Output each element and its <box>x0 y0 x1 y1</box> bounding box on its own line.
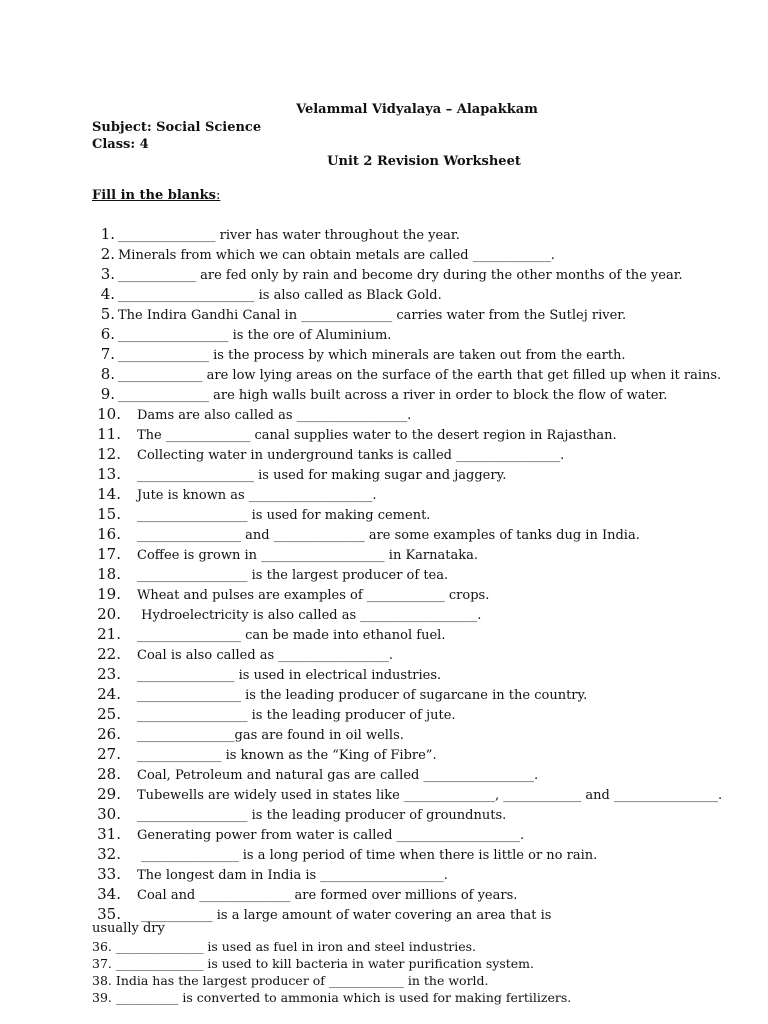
question-text: _________________ is used for making cement. <box>137 508 431 523</box>
question-number: 26. <box>97 725 121 743</box>
question-text: _________________ is the leading producer of jute. <box>137 708 456 723</box>
question-item <box>95 845 765 863</box>
question-text: ______________ is used to kill bacteria in water purification system. <box>115 956 534 971</box>
question-item <box>92 990 762 1005</box>
question-text: Jute is known as ___________________. <box>137 488 377 503</box>
question-text: Collecting water in underground tanks is called ________________. <box>137 448 565 463</box>
question-text: _________________ is the ore of Aluminium. <box>118 328 392 343</box>
question-number: 14. <box>97 485 121 503</box>
question-number: 36. <box>92 939 112 954</box>
question-text: ___________ is a large amount of water covering an area that is <box>137 908 552 923</box>
question-text: ______________ are high walls built across a river in order to block the flow of water. <box>118 388 668 403</box>
school-name: Velammal Vidyalaya – Alapakkam <box>296 102 538 117</box>
question-item <box>95 585 765 603</box>
question-item <box>95 745 765 763</box>
question-number: 7. <box>100 345 115 363</box>
question-text: Tubewells are widely used in states like ______________, ____________ and ________________. <box>137 788 723 803</box>
question-text: India has the largest producer of ____________ in the world. <box>115 973 489 988</box>
question-number: 25. <box>97 705 121 723</box>
question-item <box>95 685 765 703</box>
question-number: 16. <box>97 525 121 543</box>
question-number: 1. <box>100 225 115 243</box>
question-item <box>95 485 765 503</box>
question-text: _____________ are low lying areas on the surface of the earth that get filled up when it rains. <box>118 368 722 383</box>
subject-label: Subject <box>92 120 147 135</box>
question-text: The longest dam in India is ___________________. <box>137 868 448 883</box>
question-text: ________________ can be made into ethanol fuel. <box>137 628 446 643</box>
question-number: 18. <box>97 565 121 583</box>
question-number: 27. <box>97 745 121 763</box>
question-item <box>92 939 762 954</box>
section-title-colon: : <box>215 188 221 203</box>
question-number: 9. <box>100 385 115 403</box>
question-number: 13. <box>97 465 121 483</box>
question-35-continuation: usually dry <box>92 921 165 936</box>
question-text: _________________ is the leading producer of groundnuts. <box>137 808 507 823</box>
question-text: __________ is converted to ammonia which is used for making fertilizers. <box>115 990 572 1005</box>
question-item <box>95 605 765 623</box>
question-text: Minerals from which we can obtain metals are called ____________. <box>118 248 555 263</box>
subject-line <box>92 120 261 135</box>
question-item <box>95 785 765 803</box>
question-text: The Indira Gandhi Canal in ______________ carries water from the Sutlej river. <box>118 308 627 323</box>
question-item <box>95 265 765 283</box>
question-text: Coffee is grown in ___________________ in Karnataka. <box>137 548 478 563</box>
question-number: 5. <box>100 305 115 323</box>
question-text: _______________ is a long period of time when there is little or no rain. <box>137 848 598 863</box>
section-title <box>92 188 220 203</box>
question-number: 8. <box>100 365 115 383</box>
question-item <box>95 825 765 843</box>
question-number: 11. <box>97 425 121 443</box>
question-number: 31. <box>97 825 121 843</box>
question-text: Wheat and pulses are examples of ____________ crops. <box>137 588 490 603</box>
question-text: The _____________ canal supplies water to the desert region in Rajasthan. <box>137 428 617 443</box>
question-item <box>95 245 765 263</box>
question-text: __________________ is used for making sugar and jaggery. <box>137 468 507 483</box>
question-item <box>95 385 765 403</box>
question-text: Hydroelectricity is also called as __________________. <box>137 608 482 623</box>
question-number: 24. <box>97 685 121 703</box>
question-number: 33. <box>97 865 121 883</box>
question-number: 6. <box>100 325 115 343</box>
question-item <box>92 956 762 971</box>
question-item <box>95 805 765 823</box>
question-text: _____________________ is also called as Black Gold. <box>118 288 442 303</box>
question-item <box>95 885 765 903</box>
question-number: 12. <box>97 445 121 463</box>
question-number: 37. <box>92 956 112 971</box>
question-number: 20. <box>97 605 121 623</box>
question-item <box>92 973 762 988</box>
section-title-text: Fill in the blanks <box>92 188 216 203</box>
question-number: 4. <box>100 285 115 303</box>
question-number: 35. <box>97 905 121 923</box>
question-item <box>95 665 765 683</box>
question-text: Coal and ______________ are formed over millions of years. <box>137 888 518 903</box>
question-item <box>95 325 765 343</box>
question-item <box>95 725 765 743</box>
question-item <box>95 545 765 563</box>
question-text: _____________ is known as the “King of Fibre”. <box>137 748 437 763</box>
question-item <box>95 345 765 363</box>
question-number: 22. <box>97 645 121 663</box>
question-item <box>95 425 765 443</box>
question-number: 34. <box>97 885 121 903</box>
question-text: Coal is also called as _________________. <box>137 648 393 663</box>
question-item <box>95 625 765 643</box>
question-item <box>95 765 765 783</box>
question-number: 19. <box>97 585 121 603</box>
question-number: 15. <box>97 505 121 523</box>
question-number: 39. <box>92 990 112 1005</box>
question-number: 21. <box>97 625 121 643</box>
question-item <box>95 645 765 663</box>
question-text: _______________gas are found in oil wells. <box>137 728 404 743</box>
question-item <box>95 305 765 323</box>
question-number: 3. <box>100 265 115 283</box>
question-item <box>95 365 765 383</box>
question-text: _________________ is the largest producer of tea. <box>137 568 449 583</box>
question-text: Generating power from water is called ___________________. <box>137 828 525 843</box>
question-item <box>95 565 765 583</box>
question-item <box>95 905 765 923</box>
question-number: 10. <box>97 405 121 423</box>
question-text: ____________ are fed only by rain and become dry during the other months of the year. <box>118 268 683 283</box>
question-number: 29. <box>97 785 121 803</box>
question-number: 17. <box>97 545 121 563</box>
question-item <box>95 285 765 303</box>
question-text: _______________ is used in electrical industries. <box>137 668 442 683</box>
unit-title: Unit 2 Revision Worksheet <box>327 154 521 169</box>
question-number: 23. <box>97 665 121 683</box>
question-text: Dams are also called as _________________. <box>137 408 412 423</box>
question-item <box>95 525 765 543</box>
question-number: 2. <box>100 245 115 263</box>
question-text: ______________ is the process by which minerals are taken out from the earth. <box>118 348 626 363</box>
question-item <box>95 505 765 523</box>
class-line: Class: 4 <box>92 137 149 152</box>
question-item <box>95 445 765 463</box>
question-number: 28. <box>97 765 121 783</box>
question-number: 30. <box>97 805 121 823</box>
question-number: 32. <box>97 845 121 863</box>
question-text: _______________ river has water throughout the year. <box>118 228 460 243</box>
question-text: ________________ is the leading producer of sugarcane in the country. <box>137 688 588 703</box>
question-text: ______________ is used as fuel in iron and steel industries. <box>115 939 476 954</box>
question-item <box>95 465 765 483</box>
question-number: 38. <box>92 973 112 988</box>
subject-value: : Social Science <box>146 120 262 135</box>
question-item <box>95 865 765 883</box>
question-item <box>95 705 765 723</box>
question-text: Coal, Petroleum and natural gas are called _________________. <box>137 768 539 783</box>
question-text: ________________ and ______________ are some examples of tanks dug in India. <box>137 528 640 543</box>
question-item <box>95 405 765 423</box>
question-item <box>95 225 765 243</box>
